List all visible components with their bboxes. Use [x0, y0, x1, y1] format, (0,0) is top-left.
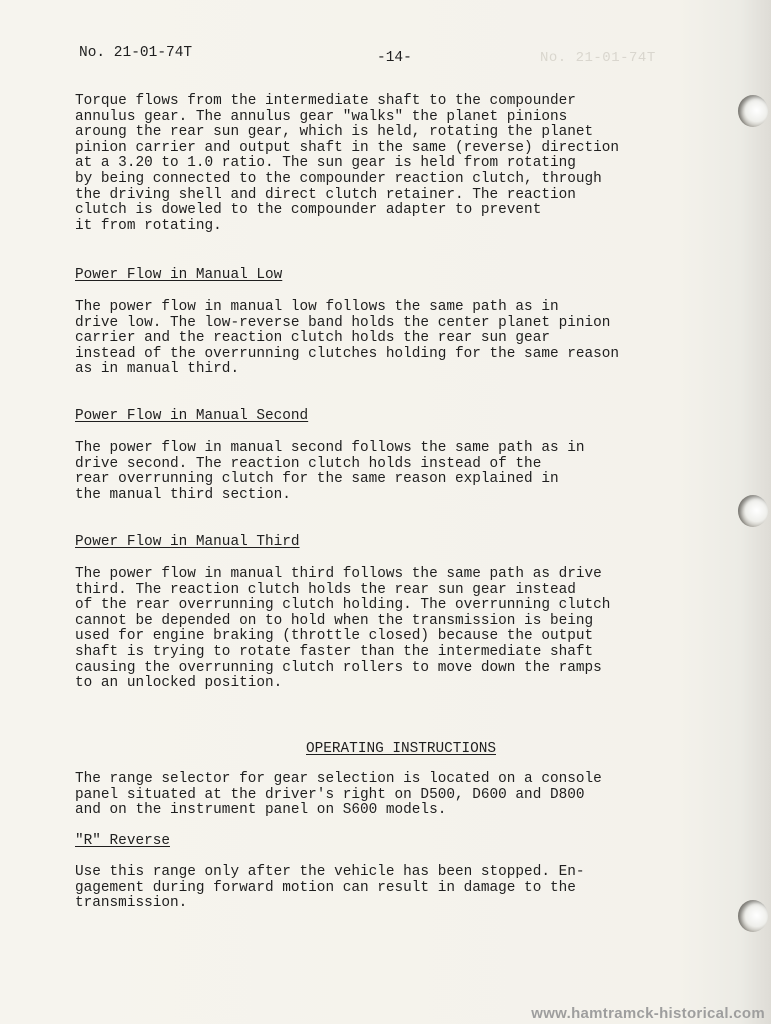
website-watermark: www.hamtramck-historical.com [531, 1005, 765, 1022]
heading-reverse: "R" Reverse [75, 833, 170, 849]
heading-manual-low: Power Flow in Manual Low [75, 267, 283, 283]
heading-manual-third: Power Flow in Manual Third [75, 534, 300, 550]
reverse-paragraph: Use this range only after the vehicle has been stopped. En- gagement during forward motion can result in damage to the transmission. [75, 864, 585, 912]
heading-manual-second: Power Flow in Manual Second [75, 408, 309, 424]
binder-hole-top [738, 95, 768, 127]
operating-instructions-paragraph: The range selector for gear selection is located on a console panel situated at the driver's right on D500, D600 and D800 and on the instrument panel on S600 models. [75, 771, 602, 819]
binder-hole-bottom [738, 900, 768, 932]
manual-second-paragraph: The power flow in manual second follows the same path as in drive second. The reaction clutch holds instead of the rear overrunning clutch for the same reason explained in the manual third section. [75, 440, 585, 503]
binder-hole-middle [738, 495, 768, 527]
manual-low-paragraph: The power flow in manual low follows the same path as in drive low. The low-reverse band holds the center planet pinion carrier and the reaction clutch holds the rear sun gear instead of the overrunning clutches holding for the same reason as in manual third. [75, 299, 620, 378]
document-number: No. 21-01-74T [79, 45, 193, 61]
manual-third-paragraph: The power flow in manual third follows the same path as drive third. The reaction clutch holds the rear sun gear instead of the rear overrunning clutch holding. The overrunning clutch cannot be depended on to hold when the transmission is being used for engine braking (throttle closed) because the output shaft is trying to rotate faster than the intermediate shaft causing the overrunning clutch rollers to move down the ramps to an unlocked position. [75, 566, 611, 692]
bleed-through-text: No. 21-01-74T [540, 50, 656, 66]
page-number: -14- [377, 50, 412, 66]
operating-instructions-heading: OPERATING INSTRUCTIONS [306, 741, 496, 757]
intro-paragraph: Torque flows from the intermediate shaft to the compounder annulus gear. The annulus gear "walks" the planet pinions aroung the rear sun gear, which is held, rotating the planet pinion carrier and output shaft in the same (reverse) direction at a 3.20 to 1.0 ratio. The sun gear is held from rotating by being connected to the compounder reaction clutch, through the driving shell and direct clutch retainer. The reaction clutch is doweled to the compounder adapter to prevent it from rotating. [75, 93, 620, 234]
